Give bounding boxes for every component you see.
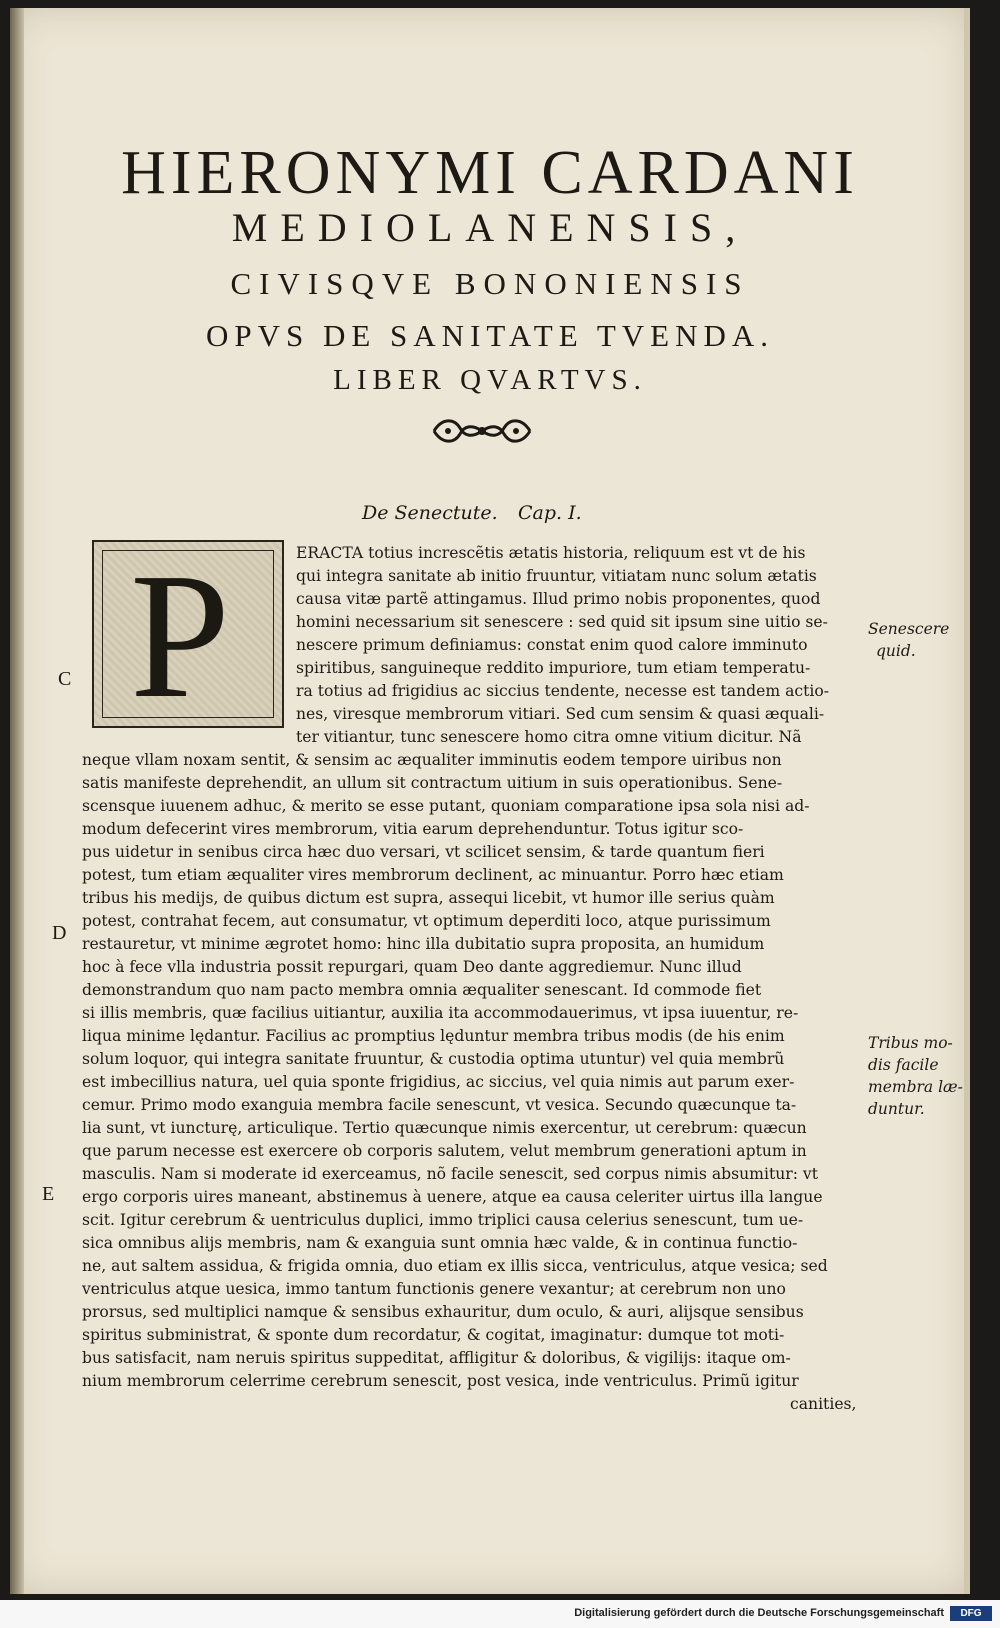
section-letter-e: E <box>42 1183 55 1205</box>
body-line: lia sunt, vt iuncturę, articulique. Tertio quæcunque nimis exercentur, ut cerebrum: quæcun <box>82 1119 807 1137</box>
body-line: hoc à fece vlla industria possit repurgari, quam Deo dante aggrediemur. Nunc illud <box>82 958 742 976</box>
title-line-1: HIERONYMI CARDANI <box>121 139 859 207</box>
body-line: nescere primum definiamus: constat enim quod calore imminuto <box>296 636 808 654</box>
body-line: liqua minime lędantur. Facilius ac promptius lęduntur membra tribus modis (de his enim <box>82 1027 785 1045</box>
dfg-logo[interactable]: DFG <box>950 1606 992 1621</box>
margin-note-line: dis facile <box>868 1056 939 1074</box>
body-line: causa vitæ partẽ attingamus. Illud primo nobis proponentes, quod <box>296 590 821 608</box>
body-line: bus satisfacit, nam neruis spiritus suppeditat, affligitur & doloribus, & vigilijs: itaque om- <box>82 1349 791 1367</box>
section-letter-d: D <box>52 922 67 944</box>
body-line: masculis. Nam si moderate id exerceamus, nõ facile senescit, sed corpus nimis absumitur: vt <box>82 1165 819 1183</box>
body-line: si illis membris, quæ facilius uitiantur, auxilia ita accommodauerimus, vt ipsa iuuentur, re- <box>82 1004 799 1022</box>
body-line: potest, contrahat fecem, aut consumatur, vt optimum deperditi loco, atque purissimum <box>82 912 771 930</box>
initial-letter: P <box>130 536 231 735</box>
body-line: spiritus subministrat, & sponte dum recordatur, & cogitat, imaginatur: dumque tot moti- <box>82 1326 785 1344</box>
body-line: tribus his medijs, de quibus dictum est supra, assequi licebit, vt humor ille serius quàm <box>82 889 775 907</box>
body-line: neque vllam noxam sentit, & sensim ac æqualiter imminutis eodem tempore uiribus non <box>82 751 782 769</box>
body-line: ergo corporis uires maneant, abstinemus à uenere, atque ea causa celeriter uirtus illa langue <box>82 1188 823 1206</box>
title-line-3: CIVISQVE BONONIENSIS <box>230 266 750 301</box>
body-line: ra totius ad frigidius ac siccius tendente, necesse est tandem actio- <box>296 682 830 700</box>
body-line: ne, aut saltem assidua, & frigida omnia, duo etiam ex illis sicca, ventriculus, atque vesica; sed <box>82 1257 828 1275</box>
body-line: ERACTA totius increscẽtis ætatis historia, reliquum est vt de his <box>296 544 806 562</box>
footer-bar <box>0 1600 1000 1628</box>
chapter-number: Cap. I. <box>518 502 582 524</box>
body-line: modum defecerint vires membrorum, vitia earum deprehenduntur. Totus igitur sco- <box>82 820 744 838</box>
body-line: demonstrandum quo nam pacto membra omnia æqualiter senescant. Id commode fiet <box>82 981 762 999</box>
margin-note-senescere <box>868 618 949 662</box>
catchword: canities, <box>790 1395 857 1413</box>
body-line: ter vitiantur, tunc senescere homo citra omne vitium dicitur. Nã <box>296 728 802 746</box>
footer-credit: Digitalisierung gefördert durch die Deutsche Forschungsgemeinschaft <box>574 1607 944 1619</box>
body-line: scit. Igitur cerebrum & uentriculus duplici, immo triplici causa celerius senescunt, tum ue- <box>82 1211 804 1229</box>
margin-note-tribus <box>868 1032 963 1120</box>
margin-note-line: Tribus mo- <box>868 1034 953 1052</box>
body-line: sica omnibus alijs membris, nam & exanguia sunt omnia hæc valde, & in continua functio- <box>82 1234 798 1252</box>
margin-note-line: quid. <box>876 642 916 660</box>
body-line: solum loquor, qui integra sanitate fruuntur, & custodia optima utuntur) vel quia membrũ <box>82 1050 785 1068</box>
body-line: qui integra sanitate ab initio fruuntur, vitiatam nunc solum ætatis <box>296 567 817 585</box>
margin-note-line: duntur. <box>868 1100 925 1118</box>
margin-note-line: Senescere <box>868 620 950 638</box>
title-line-4: OPVS DE SANITATE TVENDA. <box>205 318 775 353</box>
section-letter-c: C <box>58 668 72 690</box>
body-line: potest, tum etiam æqualiter vires membrorum declinent, ac minuantur. Porro hæc etiam <box>82 866 784 884</box>
body-line: cemur. Primo modo exanguia membra facile senescunt, vt vesica. Secundo quæcunque ta- <box>82 1096 797 1114</box>
title-line-5: LIBER QVARTVS. <box>333 364 647 396</box>
fleuron-ornament-icon <box>430 416 534 446</box>
body-line: ventriculus atque uesica, immo tantum functionis genere vexantur; at cerebrum non uno <box>82 1280 786 1298</box>
body-line: restauretur, vt minime ægrotet homo: hinc illa dubitatio supra proposita, an humidum <box>82 935 765 953</box>
body-line: spiritibus, sanguineque reddito impuriore, tum etiam temperatu- <box>296 659 811 677</box>
body-line: satis manifeste deprehendit, an ullum sit contractum uitium in suis operationibus. Sene- <box>82 774 783 792</box>
body-line: nes, viresque membrorum vitiari. Sed cum sensim & quasi æquali- <box>296 705 825 723</box>
chapter-title: De Senectute. <box>362 502 498 524</box>
book-page <box>10 8 970 1594</box>
title-line-2: MEDIOLANENSIS, <box>231 205 749 250</box>
decorated-initial <box>92 536 284 735</box>
body-line: prorsus, sed multiplici namque & sensibus exhauritur, dum oculo, & auri, alijsque sensibus <box>82 1303 804 1321</box>
body-line: homini necessarium sit senescere : sed quid sit ipsum sine uitio se- <box>296 613 828 631</box>
body-line: est imbecillius natura, uel quia sponte frigidius, ac siccius, vel quia nimis aut parum exer- <box>82 1073 795 1091</box>
body-line: nium membrorum celerrime cerebrum senescit, post vesica, inde ventriculus. Primũ igitur <box>82 1372 799 1390</box>
margin-note-line: membra læ- <box>868 1078 963 1096</box>
body-line: pus uidetur in senibus circa hæc duo versari, vt scilicet sensim, & tarde quantum fieri <box>82 843 765 861</box>
body-line: que parum necesse est exercere ob corporis salutem, velut membrum generationi aptum in <box>82 1142 807 1160</box>
body-line: scensque iuuenem adhuc, & merito se esse putant, quoniam comparatione ipsa sola nisi ad- <box>82 797 810 815</box>
